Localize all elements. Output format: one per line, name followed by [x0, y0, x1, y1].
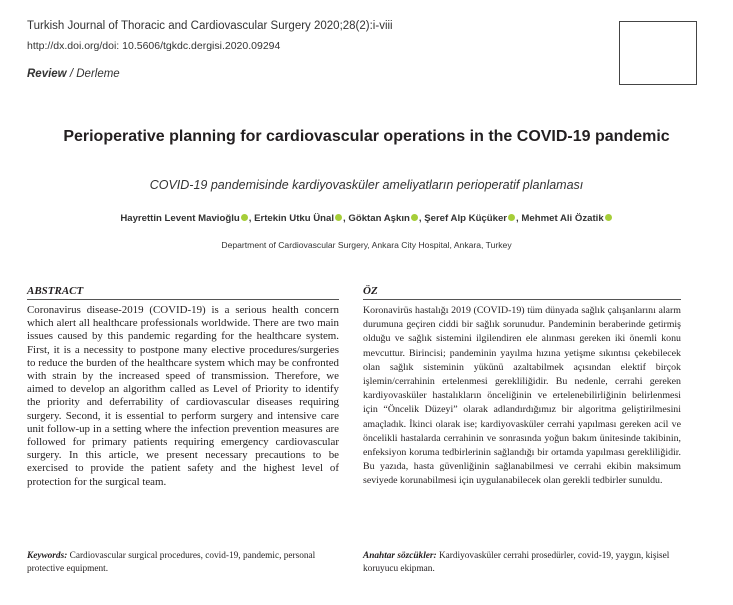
article-type-en: Review	[27, 68, 67, 80]
oz-heading: ÖZ	[363, 285, 378, 297]
oz-section	[363, 285, 681, 489]
anahtar-sozcukler-label: Anahtar sözcükler:	[363, 551, 437, 561]
orcid-icon[interactable]	[508, 214, 515, 221]
article-type	[27, 68, 120, 80]
orcid-icon[interactable]	[411, 214, 418, 221]
affiliation: Department of Cardiovascular Surgery, Ankara City Hospital, Ankara, Turkey	[221, 240, 512, 250]
abstract-divider	[27, 299, 339, 300]
keywords-tr	[363, 550, 683, 575]
oz-text: Koronavirüs hastalığı 2019 (COVID-19) tüm dünyada sağlık çalışanlarını alarm durumuna geçiren ciddi bir sağlık sorunudur. Pandeminin beraberinde getirmiş olduğu ve sağlık sistemini ilgilendiren ele alınması gereken iki önemli konu mevcuttur. Birincisi; pandeminin yayılma hızına yetişme sıkıntısı çekebilecek olan sağlık sisteminin yükünü azaltabilmek açısından elektif birçok işlemin/cerrahinin ertelenmesi gerekliliğidir. Bu nedenle, cerrahi gereken kardiyovasküler hastalıkların önceliğinin ve ertelenebilirliğinin belirlenmesi için “Öncelik Düzeyi” olarak adlandırdığımız bir algoritma geliştirilmesini amaçladık. İkinci olarak ise; kardiyovasküler cerrahi yapılması gereken acil ve öncelikli hastalarda cerrahinin ve sonrasında yoğun bakım ünitesinde takibinin, enfeksiyon koruma tedbirlerinin sağlandığı bir ortamda yapılması gerekliliğidir. Bu yazıda, hasta güvenliğinin sağlanabilmesi ve cerrahi ekibin maksimum seviyede korunabilmesi için uygulanabilecek olan gerekli tedbirler sunuldu.	[363, 305, 681, 487]
article-type-separator: /	[69, 68, 74, 80]
author-name[interactable]: Şeref Alp Küçüker	[424, 213, 508, 224]
abstract-section	[27, 285, 339, 489]
author-name[interactable]: Ertekin Utku Ünal	[254, 213, 335, 224]
doi-link[interactable]: http://dx.doi.org/doi: 10.5606/tgkdc.dergisi.2020.09294	[27, 40, 281, 52]
keywords-en	[27, 550, 345, 575]
keywords-label: Keywords:	[27, 551, 68, 561]
keywords-value: Cardiovascular surgical procedures, covid-19, pandemic, personal protective equipment.	[27, 551, 316, 574]
article-subtitle: COVID-19 pandemisinde kardiyovasküler ameliyatların perioperatif planlaması	[149, 178, 584, 192]
author-name[interactable]: Göktan Aşkın	[348, 213, 410, 224]
orcid-icon[interactable]	[335, 214, 342, 221]
abstract-text: Coronavirus disease-2019 (COVID-19) is a serious health concern which alert all healthcare professionals worldwide. There are two main issues caused by this pandemic regarding for the healthcare system. First, it is a necessity to postpone many elective procedures/surgeries to reduce the burden of the healthcare system which may be confronted with strain by the increased speed of transmission. Therefore, we aimed to develop an algorithm called as Level of Priority to identify the priority and deferrability of cardiovascular diseases requiring surgery. Second, it is essential to perform surgery and intensive care unit follow-up in a setting where the infection prevention measures are followed for primary patients requiring emergency cardiovascular surgery. In this article, we present necessary precautions to be exercised to provide the patient safety and the highest level of protection for the surgical team.	[27, 304, 339, 488]
author-name[interactable]: Mehmet Ali Özatik	[521, 213, 604, 224]
journal-logo-box	[619, 21, 697, 85]
article-type-tr: Derleme	[76, 68, 120, 80]
article-title: Perioperative planning for cardiovascular operations in the COVID-19 pandemic	[63, 128, 670, 145]
journal-citation: Turkish Journal of Thoracic and Cardiovascular Surgery 2020;28(2):i-viii	[27, 20, 393, 32]
author-list: Hayrettin Levent Mavioğlu , Ertekin Utku Ünal , Göktan Aşkın , Şeref Alp Küçüker , Mehmet Ali Özatik	[20, 213, 713, 224]
author-name[interactable]: Hayrettin Levent Mavioğlu	[120, 213, 240, 224]
abstract-heading: ABSTRACT	[27, 285, 84, 297]
oz-divider	[363, 299, 681, 300]
anahtar-sozcukler-value: Kardiyovasküler cerrahi prosedürler, covid-19, yaygın, kişisel koruyucu ekipman.	[363, 551, 670, 574]
orcid-icon[interactable]	[241, 214, 248, 221]
orcid-icon[interactable]	[605, 214, 612, 221]
